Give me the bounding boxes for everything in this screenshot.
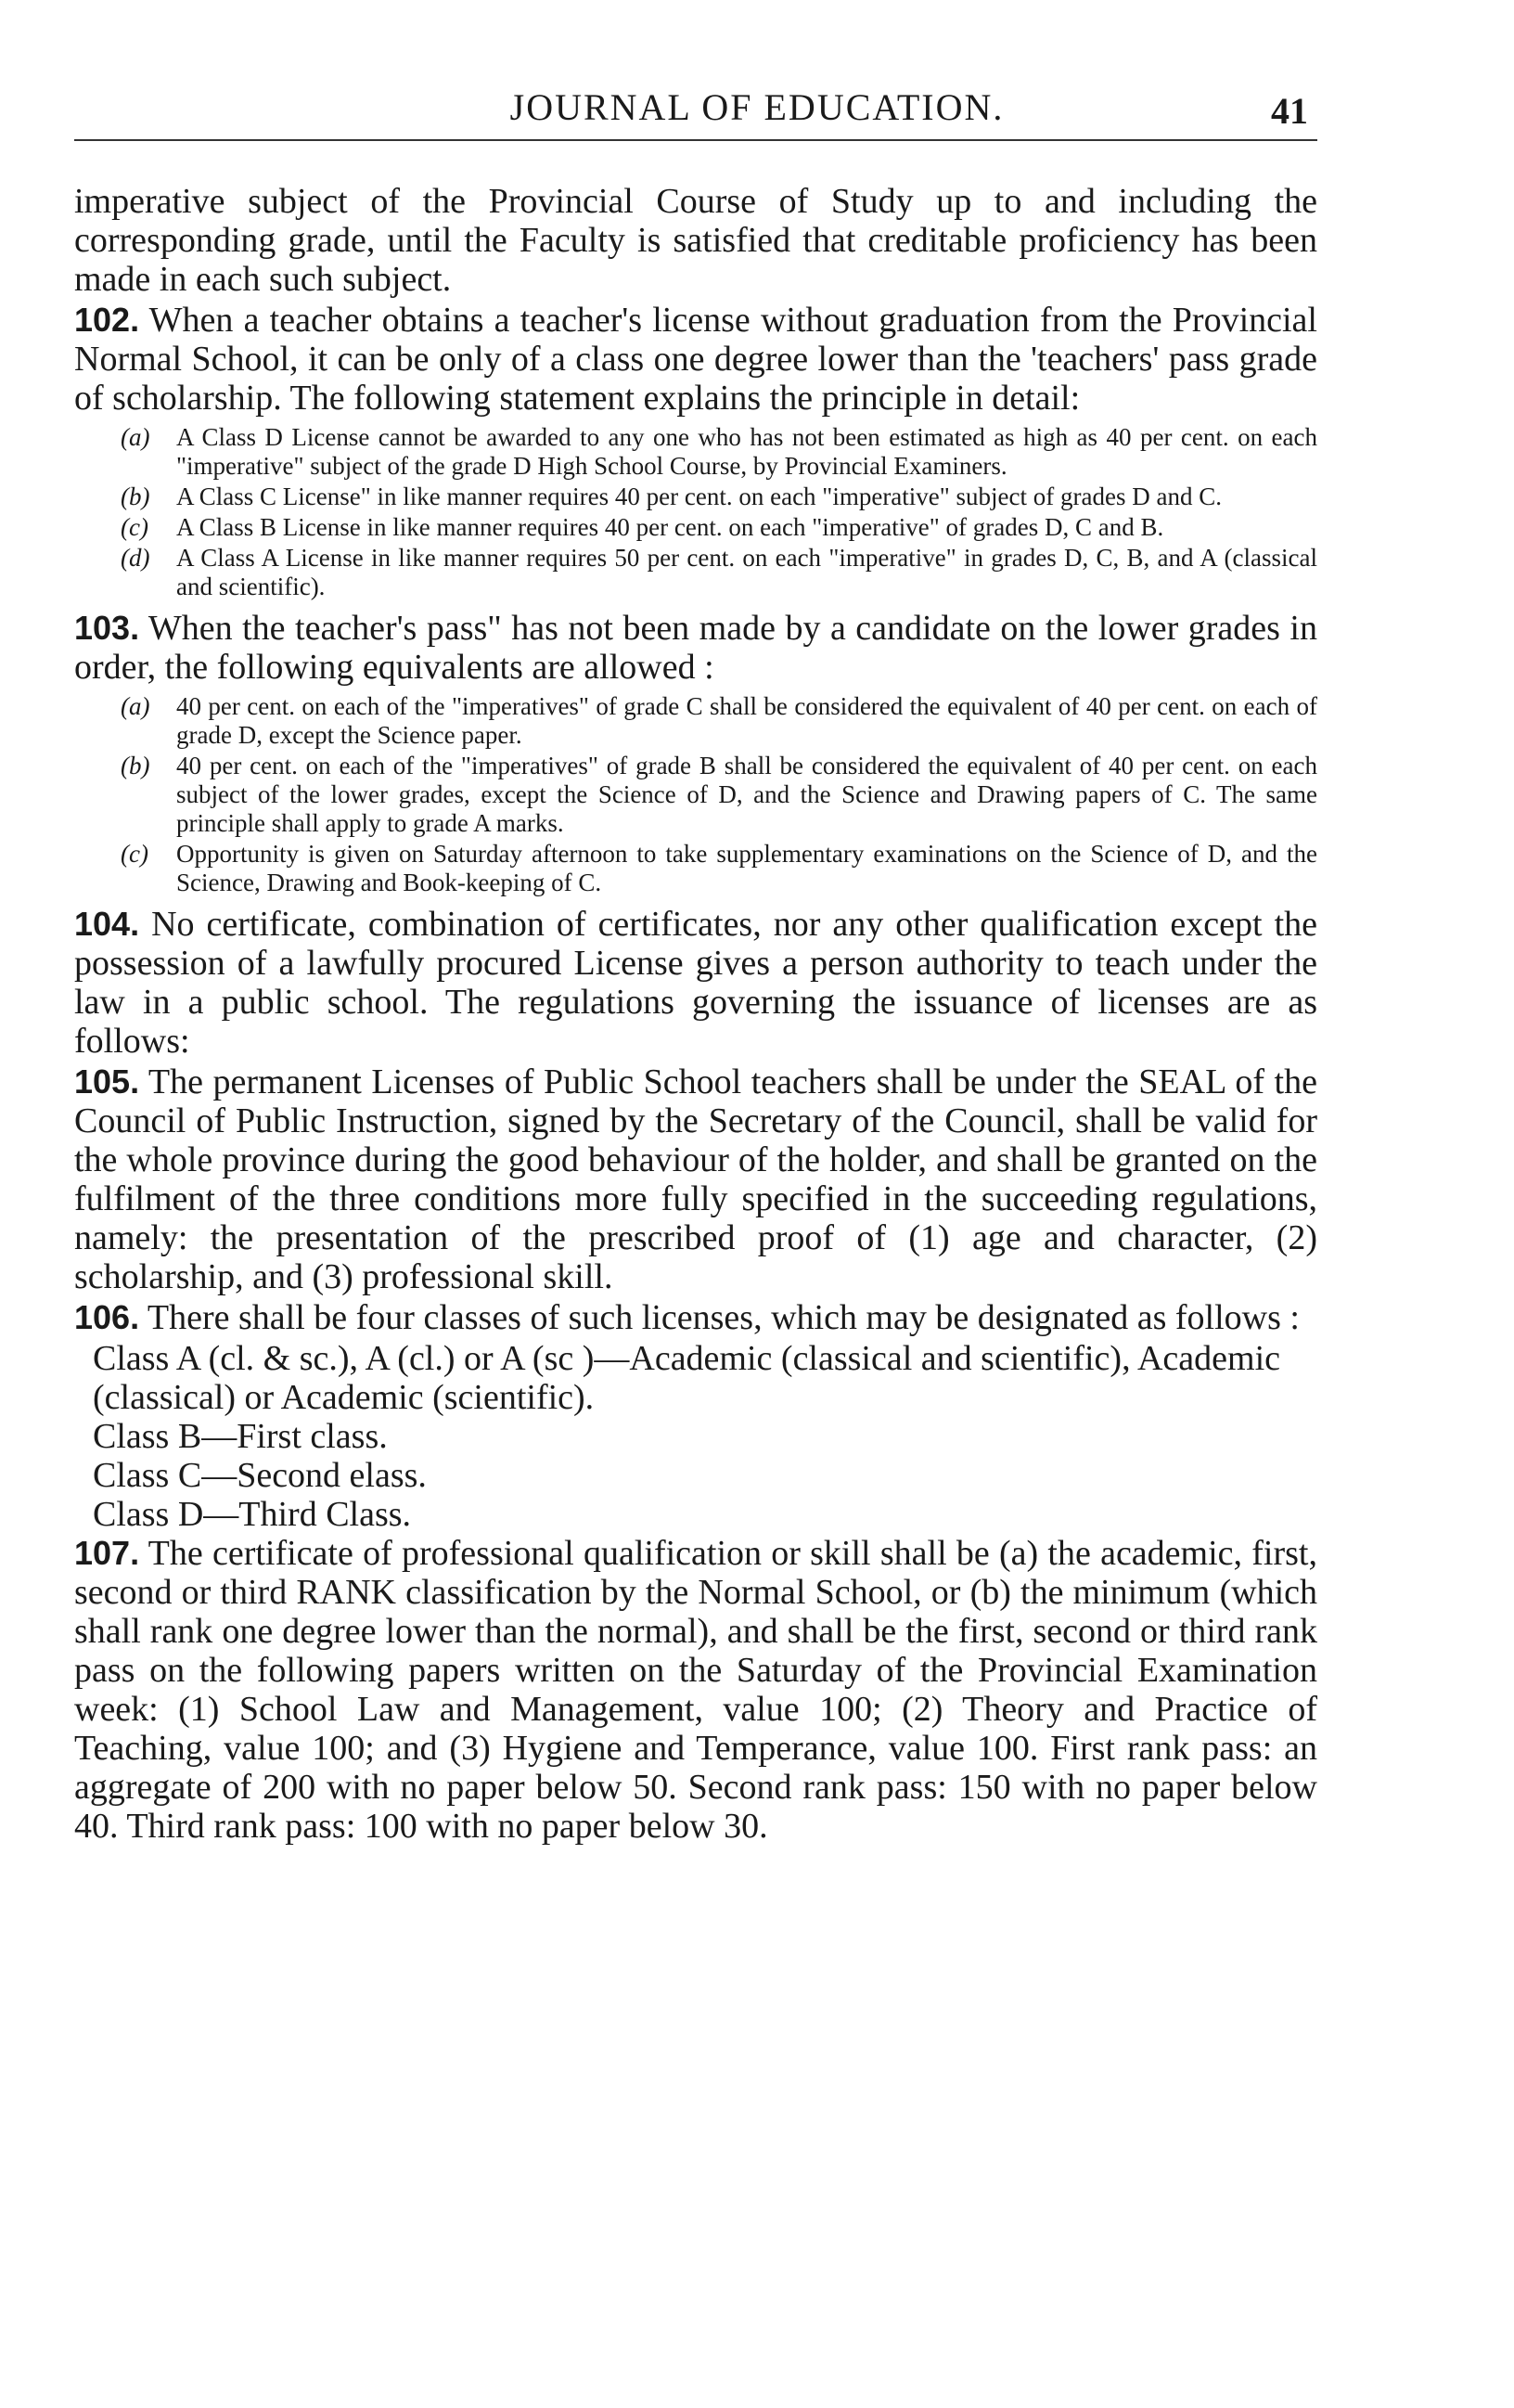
- section-103: [74, 609, 1317, 687]
- license-class-item: Class A (cl. & sc.), A (cl.) or A (sc )—Academic (classical and scientific), Academic (classical) or Academic (scientific).: [93, 1339, 1280, 1417]
- section-number: 107.: [74, 1534, 140, 1572]
- license-class-item: Class D—Third Class.: [93, 1495, 412, 1534]
- list-item-text: Opportunity is given on Saturday afternoon to take supplementary examinations on the Science of D, and the Science, Drawing and Book-keeping of C.: [176, 840, 1317, 896]
- list-item: [74, 423, 1317, 481]
- license-class-list: [74, 1339, 1317, 1534]
- section-107: [74, 1534, 1317, 1846]
- section-106: [74, 1298, 1317, 1337]
- page-number: 41: [1271, 90, 1308, 132]
- list-marker: (d): [121, 544, 150, 572]
- list-item: [74, 840, 1317, 897]
- list-item-text: A Class A License in like manner requires 50 per cent. on each "imperative" in grades D, C, B, and A (classical and scientific).: [176, 544, 1317, 600]
- section-number: 105.: [74, 1062, 140, 1101]
- header-rule: [74, 139, 1317, 141]
- list-item: [74, 692, 1317, 750]
- license-class-item: Class C—Second elass.: [93, 1456, 427, 1495]
- section-number: 106.: [74, 1298, 140, 1336]
- list-item: [74, 752, 1317, 838]
- list-item-text: A Class B License in like manner requires 40 per cent. on each "imperative" of grades D, C and B.: [176, 513, 1164, 541]
- section-text: There shall be four classes of such licenses, which may be designated as follows :: [147, 1298, 1300, 1337]
- running-title: JOURNAL OF EDUCATION.: [509, 86, 1005, 128]
- section-number: 103.: [74, 609, 140, 647]
- list-item: [74, 483, 1317, 511]
- section-text: No certificate, combination of certificates, nor any other qualification except the possession of a lawfully procured License gives a person authority to teach under the law in a public school. The regulations governing the issuance of licenses are as follows:: [74, 905, 1318, 1061]
- list-marker: (b): [121, 752, 150, 779]
- section-number: 102.: [74, 301, 140, 339]
- list-item-text: A Class D License cannot be awarded to any one who has not been estimated as high as 40 per cent. on each "imperative" subject of the grade D High School Course, by Provincial Examiners.: [176, 423, 1317, 480]
- section-104: [74, 905, 1317, 1061]
- list-item-text: A Class C License" in like manner requires 40 per cent. on each "imperative" subject of grades D and C.: [176, 483, 1222, 510]
- license-class-item: Class B—First class.: [93, 1417, 388, 1456]
- body-text: [74, 182, 1317, 1848]
- list-item-text: 40 per cent. on each of the "imperatives" of grade B shall be considered the equivalent of 40 per cent. on each subject of the lower grades, except the Science of D, and the Science and Drawing papers of C. The same principle shall apply to grade A marks.: [176, 752, 1317, 837]
- list-marker: (c): [121, 840, 148, 868]
- section-105: [74, 1062, 1317, 1296]
- section-103-list: [74, 692, 1317, 897]
- list-item: [74, 513, 1317, 542]
- section-text: When a teacher obtains a teacher's license without graduation from the Provincial Normal School, it can be only of a class one degree lower than the 'teachers' pass grade of scholarship. The following statement explains the principle in detail:: [74, 301, 1317, 418]
- list-item: [74, 544, 1317, 601]
- section-number: 104.: [74, 905, 140, 943]
- section-text: The permanent Licenses of Public School teachers shall be under the SEAL of the Council of Public Instruction, signed by the Secretary of the Council, shall be valid for the whole province during the good behaviour of the holder, and shall be granted on the fulfilment of the three conditions more fully specified in the succeeding regulations, namely: the presentation of the prescribed proof of (1) age and character, (2) scholarship, and (3) professional skill.: [74, 1062, 1317, 1296]
- list-marker: (c): [121, 513, 148, 541]
- list-item-text: 40 per cent. on each of the "imperatives" of grade C shall be considered the equivalent of 40 per cent. on each of grade D, except the Science paper.: [176, 692, 1317, 749]
- list-marker: (a): [121, 692, 150, 720]
- section-text: The certificate of professional qualification or skill shall be (a) the academic, first, second or third RANK classification by the Normal School, or (b) the minimum (which shall rank one degree lower than the normal), and shall be the first, second or third rank pass on the following papers written on the Saturday of the Provincial Examination week: (1) School Law and Management, value 100; (2) Theory and Practice of Teaching, value 100; and (3) Hygiene and Temperance, value 100. First rank pass: an aggregate of 200 with no paper below 50. Second rank pass: 150 with no paper below 40. Third rank pass: 100 with no paper below 30.: [74, 1534, 1317, 1846]
- section-102: [74, 301, 1317, 418]
- continued-paragraph: imperative subject of the Provincial Course of Study up to and including the corresponding grade, until the Faculty is satisfied that creditable proficiency has been made in each such subject.: [74, 182, 1317, 299]
- list-marker: (a): [121, 423, 150, 451]
- section-text: When the teacher's pass" has not been made by a candidate on the lower grades in order, the following equivalents are allowed :: [74, 609, 1317, 687]
- section-102-list: [74, 423, 1317, 601]
- running-head: [0, 85, 1514, 141]
- list-marker: (b): [121, 483, 150, 510]
